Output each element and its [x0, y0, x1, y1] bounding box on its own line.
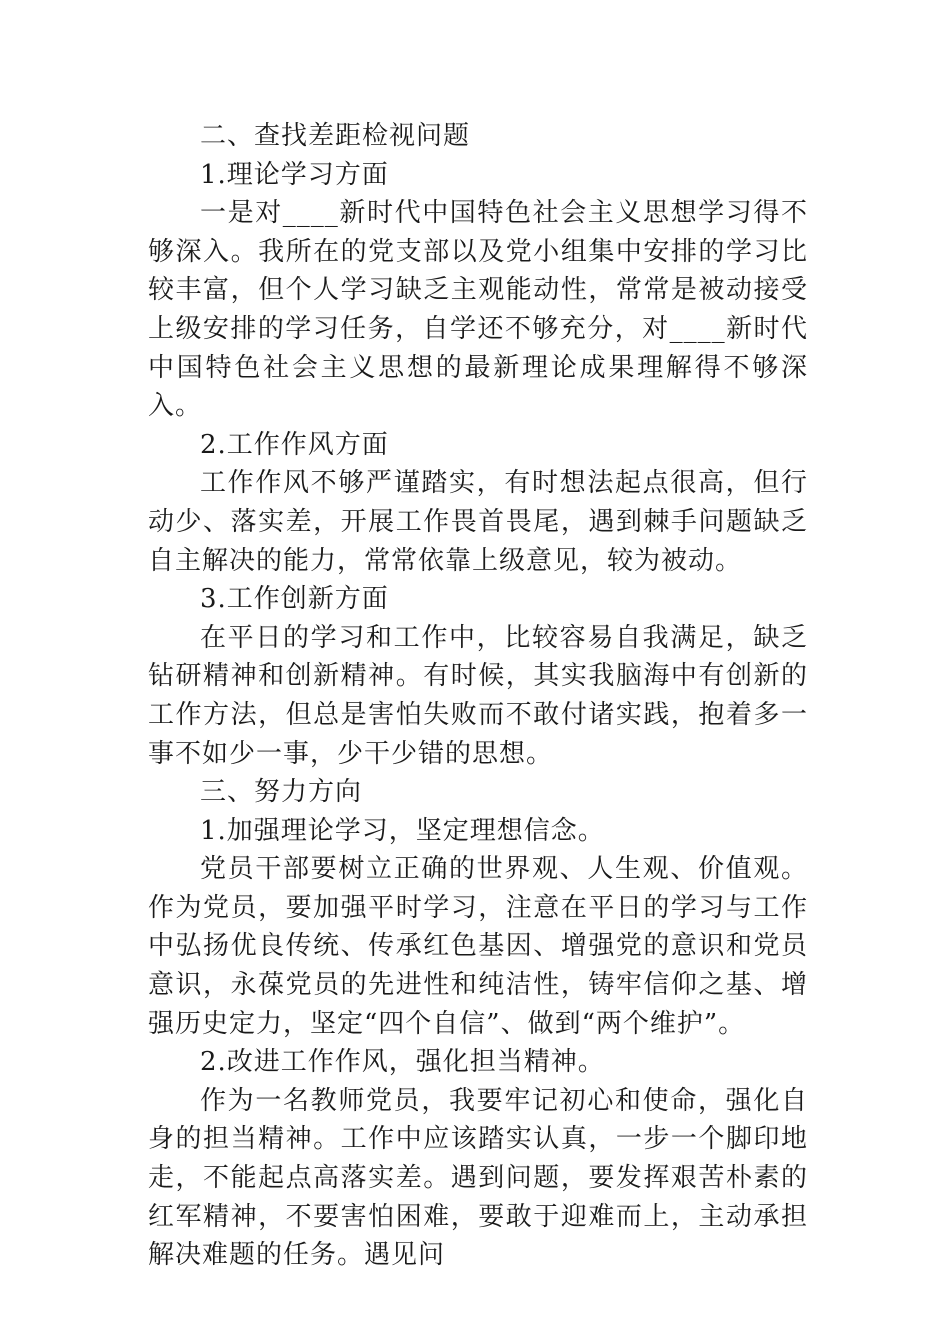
- paragraph-theory-study: 一是对____新时代中国特色社会主义思想学习得不够深入。我所在的党支部以及党小组集中安排的学习比较丰富，但个人学习缺乏主观能动性，常常是被动接受上级安排的学习任务，自学还不够充分，对____新时代中国特色社会主义思想的最新理论成果理解得不够深入。: [148, 198, 808, 422]
- document-page: [148, 117, 808, 1275]
- subheading-strengthen-theory: 1.加强理论学习，坚定理想信念。: [200, 815, 605, 846]
- subheading-improve-style: 2.改进工作作风，强化担当精神。: [200, 1047, 605, 1078]
- subheading-work-innovation: 3.工作创新方面: [200, 584, 389, 615]
- section-heading-3: 三、努力方向: [200, 777, 363, 808]
- section-heading-2: 二、查找差距检视问题: [200, 121, 471, 151]
- paragraph-work-style: 工作作风不够严谨踏实，有时想法起点很高，但行动少、落实差，开展工作畏首畏尾，遇到棘手问题缺乏自主解决的能力，常常依靠上级意见，较为被动。: [148, 468, 808, 576]
- paragraph-work-innovation: 在平日的学习和工作中，比较容易自我满足，缺乏钻研精神和创新精神。有时候，其实我脑海中有创新的工作方法，但总是害怕失败而不敢付诸实践，抱着多一事不如少一事，少干少错的思想。: [148, 622, 808, 769]
- paragraph-strengthen-theory: 党员干部要树立正确的世界观、人生观、价值观。作为党员，要加强平时学习，注意在平日的学习与工作中弘扬优良传统、传承红色基因、增强党的意识和党员意识，永葆党员的先进性和纯洁性，铸牢信仰之基、增强历史定力，坚定“四个自信”、做到“两个维护”。: [148, 854, 808, 1039]
- paragraph-improve-style: 作为一名教师党员，我要牢记初心和使命，强化自身的担当精神。工作中应该踏实认真，一步一个脚印地走，不能起点高落实差。遇到问题，要发挥艰苦朴素的红军精神，不要害怕困难，要敢于迎难而上，主动承担解决难题的任务。遇见问: [148, 1085, 808, 1271]
- subheading-work-style: 2.工作作风方面: [200, 429, 389, 460]
- subheading-theory-study: 1.理论学习方面: [200, 159, 389, 190]
